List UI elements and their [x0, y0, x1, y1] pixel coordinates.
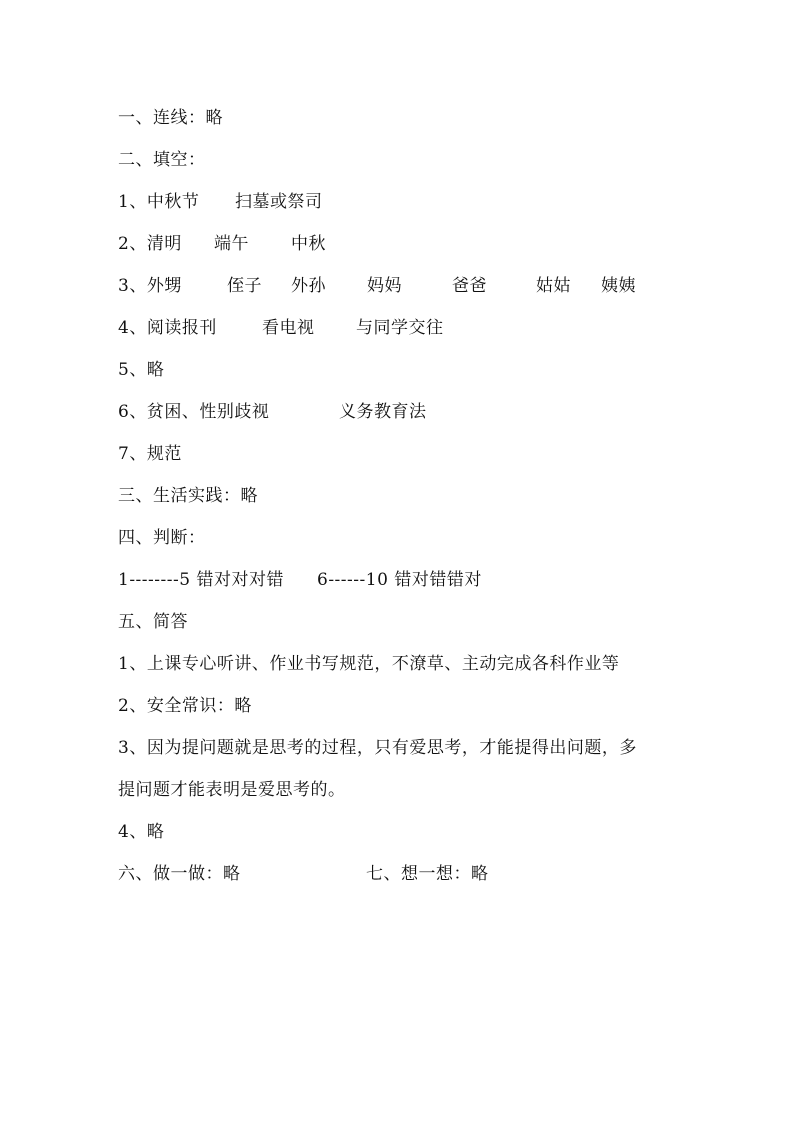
- sections-6-7: [118, 862, 489, 886]
- answer-segment: 爸爸: [452, 276, 487, 296]
- answer-segment: 3、外甥: [118, 276, 182, 296]
- answer-segment: 4、阅读报刊: [118, 318, 217, 338]
- section-3-practice: 三、生活实践：略: [118, 486, 258, 506]
- answer-segment: 2、清明: [118, 234, 182, 254]
- section-7-think: 七、想一想：略: [366, 864, 489, 884]
- short-answer-1: 1、上课专心听讲、作业书写规范，不潦草、主动完成各科作业等: [118, 654, 620, 674]
- fill-blank-item-4: [118, 316, 444, 340]
- answer-segment: 侄子: [227, 276, 262, 296]
- fill-blank-item-1: [118, 190, 323, 214]
- fill-blank-item-6: [118, 400, 427, 424]
- answer-segment: 姑姑: [536, 276, 571, 296]
- answer-segment: 外孙: [291, 276, 326, 296]
- section-5-short-answer: 五、简答: [118, 612, 188, 632]
- fill-blank-item-3: [118, 274, 636, 298]
- short-answer-3-line-2: 提问题才能表明是爱思考的。: [118, 780, 346, 800]
- answer-segment: 1--------5 错对对对错: [118, 570, 284, 590]
- answer-segment: 与同学交往: [356, 318, 444, 338]
- short-answer-3-line-1: 3、因为提问题就是思考的过程，只有爱思考，才能提得出问题，多: [118, 738, 637, 758]
- short-answer-2: 2、安全常识：略: [118, 696, 252, 716]
- section-1-matching: 一、连线：略: [118, 108, 223, 128]
- answer-segment: 看电视: [262, 318, 315, 338]
- section-4-judgment: 四、判断：: [118, 528, 206, 548]
- fill-blank-item-2: [118, 232, 326, 256]
- answer-segment: 6------10 错对错错对: [317, 570, 482, 590]
- answer-segment: 义务教育法: [339, 402, 427, 422]
- answer-segment: 1、中秋节: [118, 192, 200, 212]
- fill-blank-item-5: 5、略: [118, 360, 165, 380]
- answer-segment: 妈妈: [367, 276, 402, 296]
- section-6-do-it: 六、做一做：略: [118, 864, 241, 884]
- section-2-fill-blank: 二、填空：: [118, 150, 206, 170]
- answer-segment: 6、贫困、性别歧视: [118, 402, 270, 422]
- judgment-answers: [118, 568, 482, 592]
- fill-blank-item-7: 7、规范: [118, 444, 182, 464]
- answer-segment: 扫墓或祭司: [235, 192, 323, 212]
- answer-segment: 中秋: [291, 234, 326, 254]
- short-answer-4: 4、略: [118, 822, 165, 842]
- answer-segment: 姨姨: [601, 276, 636, 296]
- answer-segment: 端午: [214, 234, 249, 254]
